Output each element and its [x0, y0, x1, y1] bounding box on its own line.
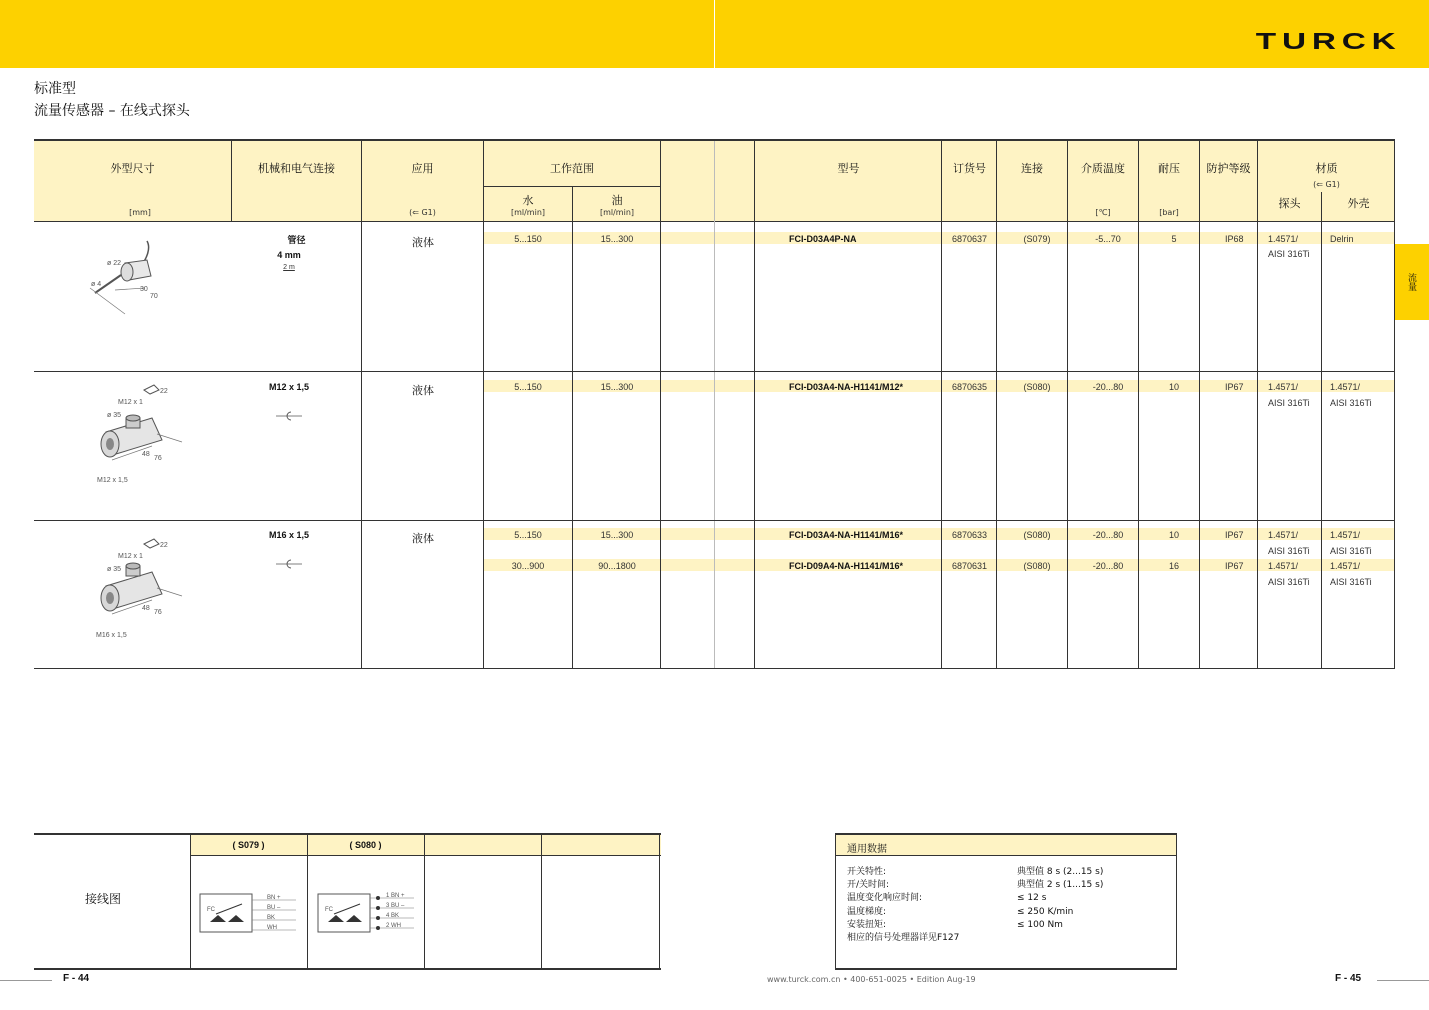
housing-material: 1.4571/: [1330, 530, 1361, 540]
probe-material: 1.4571/: [1268, 382, 1299, 392]
probe-material: 1.4571/: [1268, 530, 1299, 540]
svg-text:2 WH: 2 WH: [386, 923, 401, 929]
header-dims: 外型尺寸: [110, 162, 155, 175]
header-pressure: 耐压: [1158, 162, 1180, 175]
mech-title: M12 x 1,5: [268, 382, 310, 392]
housing-material: 1.4571/: [1330, 382, 1361, 392]
temperature: -20...80: [1092, 561, 1124, 571]
svg-text:1 BN +: 1 BN +: [386, 893, 405, 899]
protection-ip: IP67: [1225, 382, 1244, 392]
header-temp-unit: [℃]: [1095, 208, 1111, 217]
header-model: 型号: [837, 162, 860, 175]
dimension-drawing-m16: [92, 534, 202, 644]
fc-label: FC: [207, 907, 215, 913]
probe-material-2: AISI 316Ti: [1268, 398, 1310, 408]
header-material-sub: (⇐ G1): [1313, 180, 1340, 189]
header-temp: 介质温度: [1081, 162, 1125, 175]
oil-range: 15...300: [600, 530, 634, 540]
dim-l1: 30: [140, 286, 148, 293]
connection: (S080): [1023, 382, 1051, 392]
application: 液体: [412, 385, 434, 397]
wiring-col-s079: ( S079 ): [232, 840, 265, 850]
wiring-s080-diagram: [316, 890, 420, 936]
water-range: 5...150: [514, 382, 542, 392]
dim-thread: M12 x 1: [118, 399, 143, 406]
application: 液体: [412, 533, 434, 545]
dim-l2: 76: [154, 609, 162, 616]
dimension-drawing-probe: [85, 238, 195, 318]
model-number[interactable]: FCI-D03A4-NA-H1141/M12*: [789, 382, 904, 392]
housing-material-2: AISI 316Ti: [1330, 577, 1372, 587]
wiring-col-s080: ( S080 ): [349, 840, 382, 850]
header-water: 水: [522, 194, 534, 207]
header-order: 订货号: [953, 162, 986, 175]
model-number[interactable]: FCI-D09A4-NA-H1141/M16*: [789, 561, 904, 571]
footer-web[interactable]: www.turck.com.cn • 400-651-0025 • Edition Aug-19: [767, 975, 976, 984]
dim-thread: M12 x 1: [118, 553, 143, 560]
side-tab-flow[interactable]: 流量: [1394, 244, 1429, 320]
pressure: 10: [1168, 382, 1179, 392]
header-app-sub: (⇐ G1): [409, 208, 436, 217]
water-range: 30...900: [511, 561, 545, 571]
page-number-left: F - 44: [63, 973, 90, 984]
dim-l1: 48: [142, 605, 150, 612]
svg-text:WH: WH: [267, 925, 277, 931]
temperature: -5...70: [1095, 234, 1121, 244]
connector-icon: [276, 411, 302, 421]
connection: (S079): [1023, 234, 1051, 244]
header-water-unit: [ml/min]: [510, 208, 546, 217]
general-data-title: 通用数据: [847, 844, 887, 855]
water-range: 5...150: [514, 234, 542, 244]
fc-label: FC: [325, 907, 333, 913]
general-data-keys: 开关特性: 开/关时间: 温度变化响应时间: 温度梯度: 安装扭矩: 相应的信号处理器详见F127: [847, 867, 960, 944]
dim-width: 22: [160, 542, 168, 549]
svg-text:BK: BK: [267, 915, 276, 921]
model-number[interactable]: FCI-D03A4-NA-H1141/M16*: [789, 530, 904, 540]
header-mech: 机械和电气连接: [258, 162, 335, 175]
dim-diameter: ø 35: [107, 412, 122, 419]
pressure: 16: [1168, 561, 1179, 571]
wiring-s079-diagram: [198, 890, 302, 936]
mech-value: 4 mm: [277, 250, 301, 260]
order-number: 6870633: [952, 530, 988, 540]
order-number: 6870631: [952, 561, 988, 571]
protection-ip: IP67: [1225, 530, 1244, 540]
page-number-right: F - 45: [1335, 973, 1362, 984]
protection-ip: IP67: [1225, 561, 1244, 571]
header-protection: 防护等级: [1206, 162, 1251, 175]
order-number: 6870635: [952, 382, 988, 392]
housing-material-2: AISI 316Ti: [1330, 546, 1372, 556]
protection-ip: IP68: [1225, 234, 1244, 244]
page-title: 标准型: [34, 81, 76, 97]
application: 液体: [412, 237, 434, 249]
dim-l2: 70: [150, 293, 158, 300]
mech-length: 2 m: [283, 264, 295, 271]
dim-l2: 76: [154, 455, 162, 462]
dim-bottom: M16 x 1,5: [96, 632, 127, 639]
turck-logo: TURCK: [1255, 28, 1401, 54]
dim-diameter: ø 35: [107, 566, 122, 573]
header-oil-unit: [ml/min]: [599, 208, 635, 217]
wiring-label: 接线图: [85, 892, 122, 906]
oil-range: 15...300: [600, 382, 634, 392]
svg-text:4 BK: 4 BK: [386, 913, 400, 919]
header-app: 应用: [411, 162, 434, 175]
header-range: 工作范围: [550, 162, 594, 175]
mech-title: M16 x 1,5: [268, 530, 310, 540]
header-oil: 油: [611, 194, 623, 207]
dim-width: 22: [160, 388, 168, 395]
svg-text:BU –: BU –: [267, 905, 281, 911]
connector-icon: [276, 559, 302, 569]
water-range: 5...150: [514, 530, 542, 540]
temperature: -20...80: [1092, 530, 1124, 540]
header-probe: 探头: [1278, 197, 1301, 210]
page-subtitle: 流量传感器 – 在线式探头: [34, 103, 190, 119]
dim-bottom: M12 x 1,5: [97, 477, 128, 484]
mech-title: 管径: [287, 235, 306, 245]
order-number: 6870637: [952, 234, 988, 244]
pressure: 5: [1171, 234, 1177, 244]
housing-material-2: AISI 316Ti: [1330, 398, 1372, 408]
svg-text:3 BU –: 3 BU –: [386, 903, 405, 909]
connection: (S080): [1023, 561, 1051, 571]
oil-range: 90...1800: [598, 561, 636, 571]
header-material: 材质: [1315, 162, 1338, 175]
probe-material: 1.4571/: [1268, 561, 1299, 571]
probe-material-2: AISI 316Ti: [1268, 546, 1310, 556]
housing-material: Delrin: [1330, 234, 1354, 244]
general-data-values: 典型值 8 s (2...15 s) 典型值 2 s (1...15 s) ≤ 12 s ≤ 250 K/min ≤ 100 Nm: [1017, 867, 1104, 930]
model-number[interactable]: FCI-D03A4P-NA: [789, 234, 857, 244]
header-housing: 外壳: [1347, 197, 1370, 210]
dim-d1: ø 22: [107, 260, 122, 267]
header-dims-unit: [mm]: [129, 208, 151, 217]
header-conn: 连接: [1021, 162, 1043, 175]
dim-l1: 48: [142, 451, 150, 458]
header-pressure-unit: [bar]: [1159, 208, 1179, 217]
connection: (S080): [1023, 530, 1051, 540]
probe-material: 1.4571/: [1268, 234, 1299, 244]
housing-material: 1.4571/: [1330, 561, 1361, 571]
temperature: -20...80: [1092, 382, 1124, 392]
probe-material-2: AISI 316Ti: [1268, 249, 1310, 259]
probe-material-2: AISI 316Ti: [1268, 577, 1310, 587]
dim-d2: ø 4: [91, 281, 102, 288]
top-banner: [0, 0, 1429, 68]
pressure: 10: [1168, 530, 1179, 540]
svg-text:BN +: BN +: [267, 895, 281, 901]
dimension-drawing-m12: [92, 380, 202, 490]
oil-range: 15...300: [600, 234, 634, 244]
